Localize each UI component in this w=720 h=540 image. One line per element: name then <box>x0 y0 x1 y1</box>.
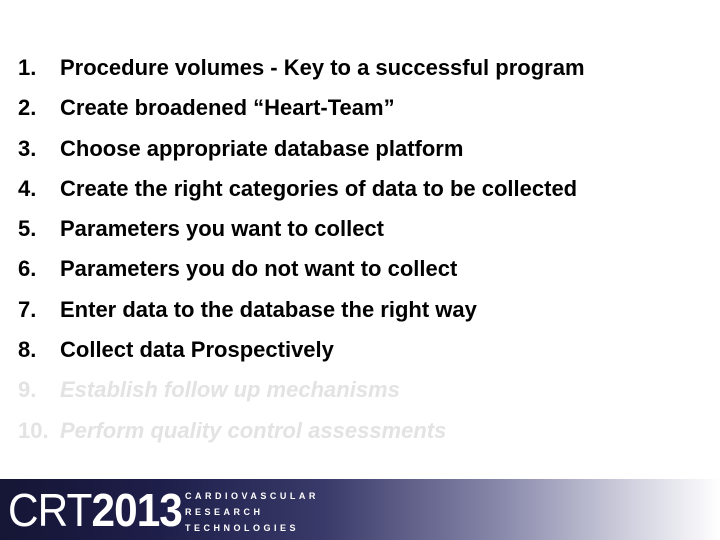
list-item <box>18 88 708 128</box>
list-item-faded <box>18 411 708 451</box>
list-item <box>18 330 708 370</box>
item-label: Collect data Prospectively <box>60 337 334 363</box>
list-item-faded <box>18 370 708 410</box>
logo-crt-text: CRT <box>8 484 92 536</box>
logo-year-text: 2013 <box>91 484 182 536</box>
logo-line: TECHNOLOGIES <box>185 523 300 533</box>
list-item <box>18 249 708 289</box>
list-item <box>18 129 708 169</box>
list-item <box>18 169 708 209</box>
item-number: 4. <box>18 175 37 201</box>
item-number: 6. <box>18 256 37 282</box>
logo-line: RESEARCH <box>185 507 264 517</box>
item-number: 10. <box>18 417 49 443</box>
item-number: 2. <box>18 95 37 121</box>
item-number: 8. <box>18 337 37 363</box>
list-item <box>18 48 708 88</box>
crt-logo <box>8 485 182 535</box>
numbered-list <box>18 48 708 451</box>
item-label: Create the right categories of data to be collected <box>60 175 578 201</box>
item-label: Parameters you want to collect <box>60 216 384 242</box>
footer-band <box>0 479 720 540</box>
logo-line: CARDIOVASCULAR <box>185 491 319 501</box>
item-label: Establish follow up mechanisms <box>60 377 400 403</box>
item-label: Procedure volumes - Key to a successful program <box>60 55 585 80</box>
list-item <box>18 290 708 330</box>
item-label: Enter data to the database the right way <box>60 296 477 322</box>
item-label: Parameters you do not want to collect <box>60 256 458 282</box>
item-label: Choose appropriate database platform <box>60 135 464 161</box>
list-item <box>18 209 708 249</box>
item-number: 5. <box>18 216 37 242</box>
logo-tagline <box>185 488 319 536</box>
item-label: Create broadened “Heart-Team” <box>60 95 395 121</box>
item-label: Perform quality control assessments <box>60 417 447 443</box>
item-number: 7. <box>18 296 37 322</box>
item-number: 1. <box>18 55 37 80</box>
item-number: 3. <box>18 135 37 161</box>
item-number: 9. <box>18 377 37 403</box>
